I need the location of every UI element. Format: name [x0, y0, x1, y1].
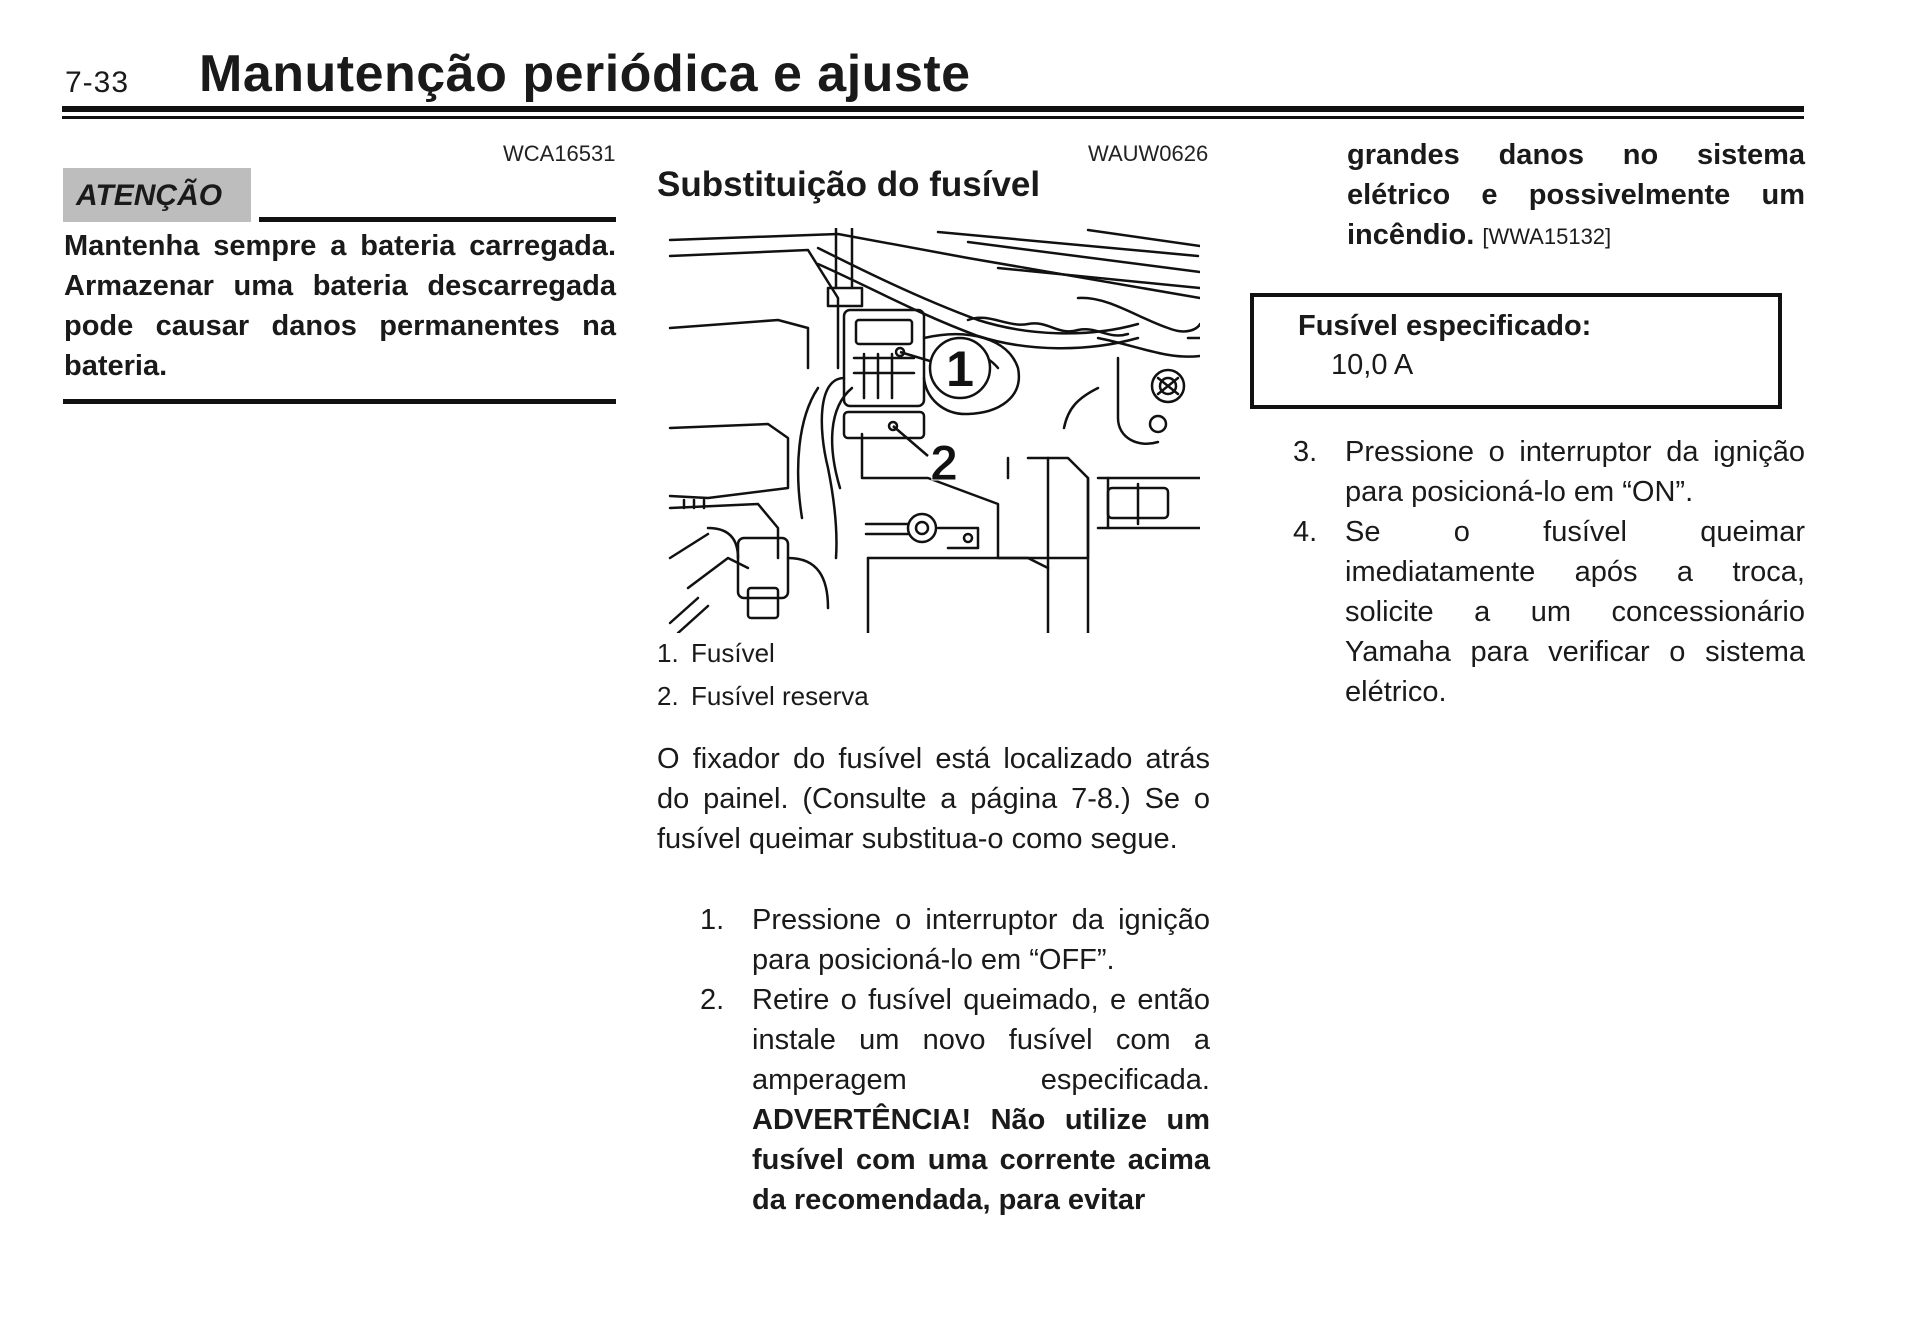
- step-4: [1293, 512, 1805, 712]
- caption-number: 1.: [657, 638, 679, 668]
- warning-continuation-text: grandes danos no sistema elétrico e possivelmente um incêndio.: [1347, 139, 1805, 251]
- step-text: Pressione o interruptor da ignição para posicioná-lo em “OFF”.: [752, 904, 1210, 976]
- step-number: 2.: [700, 984, 725, 1016]
- step-1: [700, 900, 1210, 980]
- step-text-main: Retire o fusível queimado, e então instale um novo fusível com a amperagem especificada.: [752, 984, 1210, 1096]
- page-number: 7-33: [65, 66, 130, 99]
- attention-rule: [259, 217, 616, 222]
- spec-title: Fusível especificado:: [1298, 310, 1592, 342]
- callout-2: 2: [930, 435, 958, 491]
- step-3: [1293, 432, 1805, 512]
- attention-text: Mantenha sempre a bateria carregada. Armazenar uma bateria descarregada pode causar danos permanentes na bateria.: [64, 230, 616, 382]
- caption-text: Fusível reserva: [691, 681, 869, 711]
- caption-1: [657, 638, 775, 669]
- section-code: WAUW0626: [1088, 141, 1209, 166]
- page-title: Manutenção periódica e ajuste: [199, 45, 971, 103]
- spec-value: 10,0 A: [1331, 349, 1414, 381]
- attention-label: ATENÇÃO: [76, 179, 223, 212]
- step-text: Se o fusível queimar imediatamente após a troca, solicite a um concessionário Yamaha para verificar o sistema elétrico.: [1345, 516, 1805, 708]
- attention-code: WCA16531: [503, 141, 616, 166]
- attention-bottom-rule: [63, 399, 616, 404]
- section-heading: Substituição do fusível: [657, 165, 1041, 204]
- step-number: 4.: [1293, 516, 1318, 548]
- caption-number: 2.: [657, 681, 679, 711]
- warning-code: [WWA15132]: [1482, 224, 1612, 249]
- callout-1: 1: [946, 341, 974, 397]
- step-number: 1.: [700, 904, 725, 936]
- step-text: [752, 980, 1210, 1220]
- caption-2: [657, 681, 869, 712]
- intro-paragraph: O fixador do fusível está localizado atrás do painel. (Consulte a página 7-8.) Se o fusível queimar substitua-o como segue.: [657, 743, 1210, 855]
- header-rule-thin: [62, 116, 1804, 119]
- step-2: [700, 980, 1210, 1220]
- warning-continuation: [1347, 135, 1805, 257]
- step-warning: ADVERTÊNCIA! Não utilize um fusível com uma corrente acima da recomendada, para evitar: [752, 1104, 1210, 1216]
- header-rule: [62, 106, 1804, 112]
- caption-text: Fusível: [691, 638, 775, 668]
- step-text: Pressione o interruptor da ignição para posicioná-lo em “ON”.: [1345, 436, 1805, 508]
- step-number: 3.: [1293, 436, 1318, 468]
- fuse-box-illustration: [668, 228, 1200, 633]
